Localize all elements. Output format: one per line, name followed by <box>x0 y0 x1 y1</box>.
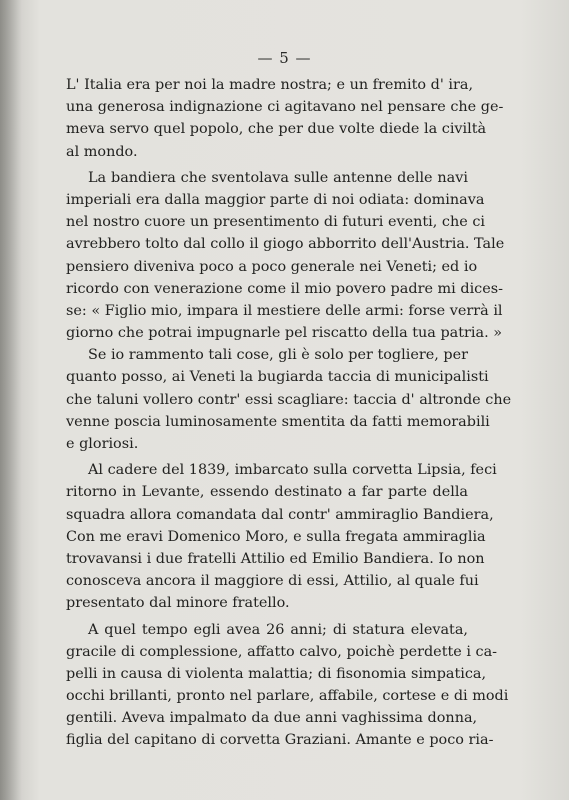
text-line: L' Italia era per noi la madre nostra; e un fremito d' ira, <box>66 77 474 93</box>
text-line: Con me eravi Domenico Moro, e sulla fregata ammiraglia <box>66 528 486 545</box>
text-line: gracile di complessione, affatto calvo, poichè perdette i ca- <box>66 643 498 660</box>
text-line: squadra allora comandata dal contr' ammiraglio Bandiera, <box>66 506 494 523</box>
text-line: Se io rammento tali cose, gli è solo per togliere, per <box>88 347 468 364</box>
text-line: gentili. Aveva impalmato da due anni vaghissima donna, <box>66 710 478 727</box>
text-line: e gloriosi. <box>66 436 139 452</box>
text-line: A quel tempo egli avea 26 anni; di statura elevata, <box>88 621 468 638</box>
paragraph <box>66 167 505 345</box>
paragraph <box>66 74 504 163</box>
text-line: occhi brillanti, pronto nel parlare, affabile, cortese e di modi <box>66 688 509 705</box>
text-line: imperiali era dalla maggior parte di noi odiata: dominava <box>66 191 485 208</box>
text-line: avrebbero tolto dal collo il giogo abborrito dell'Austria. Tale <box>66 236 505 253</box>
text-line: venne poscia luminosamente smentita da fatti memorabili <box>66 413 490 430</box>
text-line: Al cadere del 1839, imbarcato sulla corvetta Lipsia, feci <box>88 462 497 479</box>
page-number: — 5 — <box>257 49 312 67</box>
paragraph <box>66 619 509 752</box>
text-line: ritorno in Levante, essendo destinato a far parte della <box>66 484 468 501</box>
text-line: presentato dal minore fratello. <box>66 595 290 612</box>
paragraph <box>66 344 512 455</box>
text-line: nel nostro cuore un presentimento di futuri eventi, che ci <box>66 214 486 231</box>
text-line: figlia del capitano di corvetta Graziani. Amante e poco ria- <box>66 732 494 749</box>
page-gutter-shadow <box>0 0 22 800</box>
text-line: pelli in causa di violenta malattia; di fisonomia simpatica, <box>66 665 487 682</box>
body-text <box>66 74 512 752</box>
text-line: trovavansi i due fratelli Attilio ed Emilio Bandiera. Io non <box>66 550 485 567</box>
text-line: conosceva ancora il maggiore di essi, Attilio, al quale fui <box>66 573 479 590</box>
text-line: meva servo quel popolo, che per due volte diede la civiltà <box>66 121 487 138</box>
text-line: al mondo. <box>66 143 138 160</box>
text-line: pensiero diveniva poco a poco generale nei Veneti; ed io <box>66 258 478 275</box>
text-line: una generosa indignazione ci agitavano nel pensare che ge- <box>66 99 504 116</box>
text-line: quanto posso, ai Veneti la bugiarda taccia di municipalisti <box>66 369 489 386</box>
text-line: che taluni vollero contr' essi scagliare: taccia d' altronde che <box>66 391 512 408</box>
paragraph <box>66 459 497 614</box>
text-line: ricordo con venerazione come il mio povero padre mi dices- <box>66 280 503 297</box>
text-line: se: « Figlio mio, impara il mestiere delle armi: forse verrà il <box>66 302 503 319</box>
text-line: La bandiera che sventolava sulle antenne delle navi <box>88 169 468 186</box>
text-line: giorno che potrai impugnarle pel riscatto della tua patria. » <box>66 325 503 342</box>
